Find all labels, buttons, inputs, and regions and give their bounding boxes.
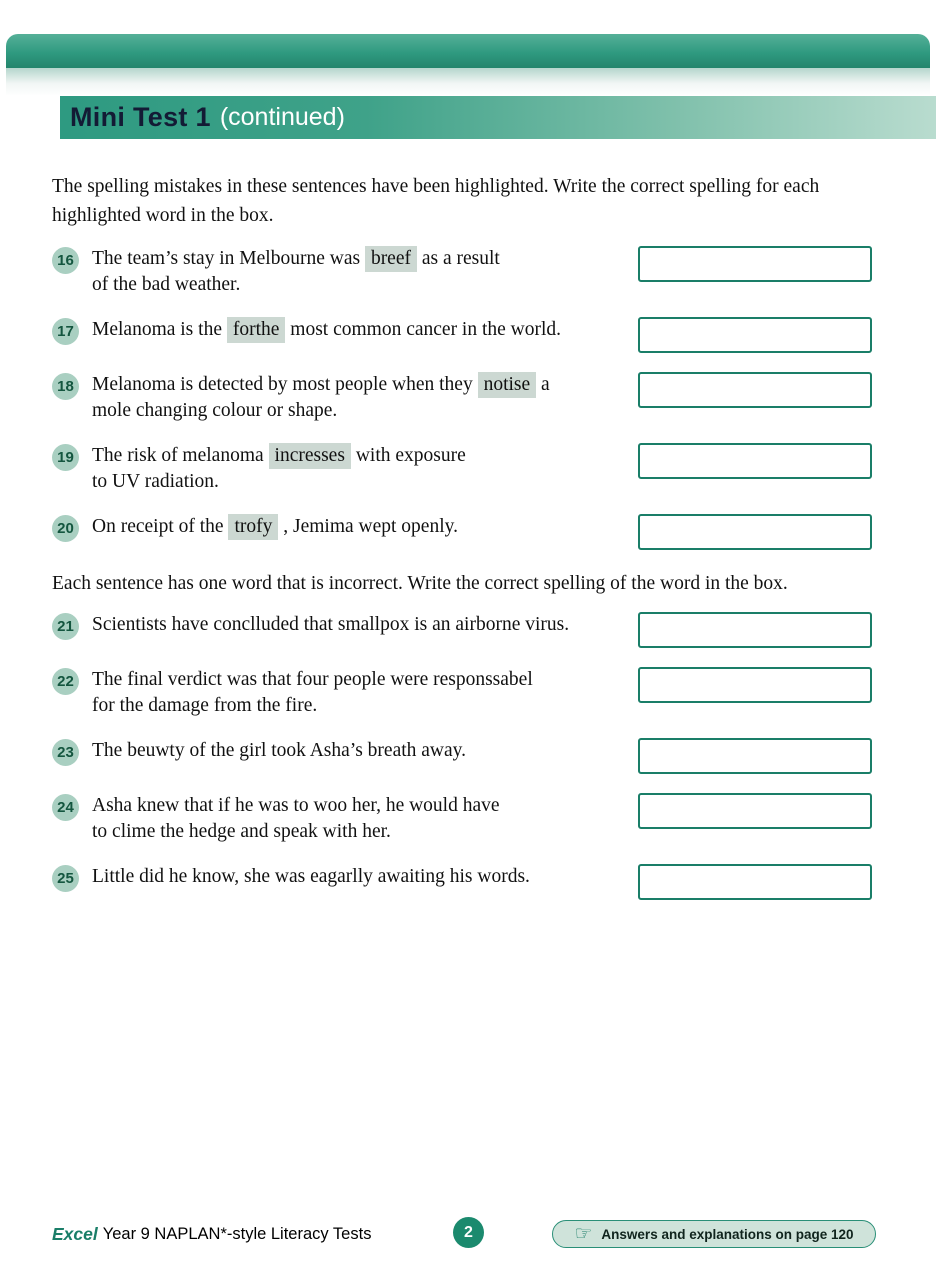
question-row-24 [52, 793, 872, 845]
answer-input-box[interactable] [638, 317, 872, 353]
misspelled-word-highlight: forthe [227, 317, 286, 343]
answer-input-box[interactable] [638, 443, 872, 479]
question-number-badge: 17 [52, 318, 79, 345]
answer-input-box[interactable] [638, 246, 872, 282]
answer-input-box[interactable] [638, 738, 872, 774]
sentence-line2: of the bad weather. [92, 274, 241, 295]
misspelled-word-highlight: notise [478, 372, 537, 398]
brand-logo: Excel [52, 1223, 98, 1244]
sentence-part: On receipt of the [92, 516, 229, 537]
answer-input-box[interactable] [638, 612, 872, 648]
sentence-part: The risk of melanoma [92, 445, 269, 466]
section2-instructions: Each sentence has one word that is incorrect. Write the correct spelling of the word in the box. [52, 573, 788, 594]
question-number-badge: 23 [52, 739, 79, 766]
question-text [92, 793, 632, 845]
title-banner [60, 96, 936, 139]
question-row-25 [52, 864, 872, 900]
sentence-part: The beuwty of the girl took Asha’s breath away. [92, 740, 467, 761]
sentence-line2: for the damage from the fire. [92, 695, 318, 716]
question-row-20 [52, 514, 872, 550]
answer-input-box[interactable] [638, 514, 872, 550]
sentence-part: The final verdict was that four people were responssabel [92, 669, 533, 690]
question-text [92, 738, 632, 764]
sentence-part: , Jemima wept openly. [278, 516, 458, 537]
header-gradient [6, 68, 930, 96]
question-number-badge: 25 [52, 865, 79, 892]
misspelled-word-highlight: breef [365, 246, 417, 272]
page-subtitle: (continued) [219, 103, 345, 131]
misspelled-word-highlight: incresses [269, 443, 351, 469]
instructions-line1: The spelling mistakes in these sentences have been highlighted. Write the correct spelling for each [52, 176, 820, 197]
section1-instructions [52, 172, 872, 230]
answers-note: Answers and explanations on page 120 [601, 1226, 854, 1242]
question-text [92, 317, 632, 343]
question-number-badge: 24 [52, 794, 79, 821]
answer-input-box[interactable] [638, 793, 872, 829]
sentence-part: a [536, 374, 550, 395]
sentence-part: Melanoma is the [92, 319, 227, 340]
sentence-line2: to clime the hedge and speak with her. [92, 821, 391, 842]
misspelled-word-highlight: trofy [228, 514, 278, 540]
question-row-19 [52, 443, 872, 495]
question-text [92, 514, 632, 540]
question-number-badge: 16 [52, 247, 79, 274]
question-row-18 [52, 372, 872, 424]
question-row-21 [52, 612, 872, 648]
question-number-badge: 18 [52, 373, 79, 400]
question-text [92, 246, 632, 298]
sentence-part: The team’s stay in Melbourne was [92, 248, 365, 269]
sentence-part: as a result [417, 248, 500, 269]
answer-input-box[interactable] [638, 667, 872, 703]
question-row-23 [52, 738, 872, 774]
sentence-part: Melanoma is detected by most people when they [92, 374, 478, 395]
question-row-16 [52, 246, 872, 298]
sentence-part: Little did he know, she was eagarlly awaiting his words. [92, 866, 530, 887]
sentence-part: Asha knew that if he was to woo her, he would have [92, 795, 500, 816]
page-title: Mini Test 1 [70, 102, 211, 132]
question-text [92, 667, 632, 719]
sentence-part: most common cancer in the world. [285, 319, 562, 340]
sentence-line2: to UV radiation. [92, 471, 219, 492]
question-text [92, 372, 632, 424]
answer-input-box[interactable] [638, 372, 872, 408]
worksheet-content [52, 172, 872, 919]
question-row-17 [52, 317, 872, 353]
question-text [92, 612, 632, 638]
question-number-badge: 22 [52, 668, 79, 695]
sentence-line2: mole changing colour or shape. [92, 400, 338, 421]
pointing-hand-icon: ☞ [574, 1223, 593, 1245]
instructions-line2: highlighted word in the box. [52, 205, 274, 226]
question-number-badge: 20 [52, 515, 79, 542]
question-text [92, 864, 632, 890]
question-number-badge: 19 [52, 444, 79, 471]
answers-pill [552, 1220, 876, 1248]
question-text [92, 443, 632, 495]
header-bar [6, 34, 930, 68]
sentence-part: Scientists have conclluded that smallpox is an airborne virus. [92, 614, 570, 635]
question-number-badge: 21 [52, 613, 79, 640]
sentence-part: with exposure [350, 445, 466, 466]
answer-input-box[interactable] [638, 864, 872, 900]
footer-series-title: Year 9 NAPLAN*-style Literacy Tests [102, 1224, 372, 1243]
question-row-22 [52, 667, 872, 719]
page-number-badge: 2 [453, 1217, 484, 1248]
